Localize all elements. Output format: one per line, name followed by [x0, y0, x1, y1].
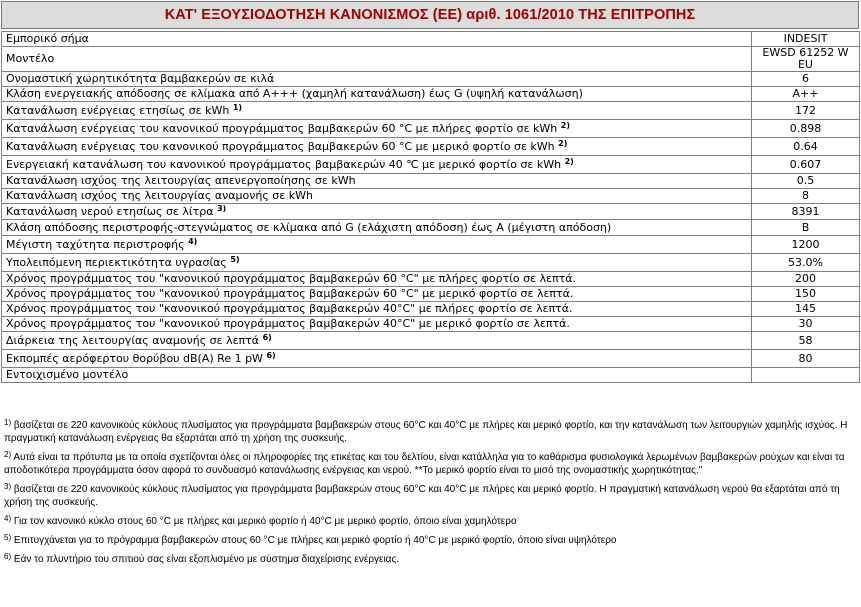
- footnote: [4, 483, 854, 509]
- datasheet: [1, 1, 859, 383]
- footnote-text: Επιτυγχάνεται για το πρόγραμμα βαμβακερών στους 60 °C με πλήρες και μερικό φορτίο ή 40°C με μερικό φορτίο, όποιο είναι υψηλότερο: [13, 535, 617, 546]
- row-label-text: Κατανάλωση ενέργειας ετησίως σε kWh: [6, 103, 230, 117]
- row-value: 0.898: [752, 120, 860, 138]
- row-label: [2, 32, 752, 47]
- row-value: INDESIT: [752, 32, 860, 47]
- table-row: [2, 189, 860, 204]
- spec-table-body: [2, 32, 860, 383]
- row-value: 172: [752, 102, 860, 120]
- footnote-ref: 6): [262, 332, 272, 342]
- row-label: [2, 287, 752, 302]
- footnote-number: 3): [4, 482, 12, 491]
- table-row: [2, 302, 860, 317]
- row-value: 200: [752, 272, 860, 287]
- table-row: [2, 350, 860, 368]
- row-label: [2, 47, 752, 72]
- footnote: [4, 553, 854, 566]
- footnotes: [4, 419, 854, 572]
- table-row: [2, 236, 860, 254]
- row-label-text: Κατανάλωση νερού ετησίως σε λίτρα: [6, 204, 214, 218]
- row-value: 0.607: [752, 156, 860, 174]
- row-label: [2, 87, 752, 102]
- row-label-text: Χρόνος προγράμματος του "κανονικού προγράμματος βαμβακερών 60 °C" με μερικό φορτίο σε λεπτά.: [6, 287, 574, 300]
- footnote-text: Για τον κανονικό κύκλο στους 60 °C με πλήρες και μερικό φορτίο ή 40°C με μερικό φορτίο, όποιο είναι χαμηλότερο: [13, 516, 517, 527]
- table-row: [2, 272, 860, 287]
- row-value: 0.5: [752, 174, 860, 189]
- table-row: [2, 47, 860, 72]
- row-label: [2, 156, 752, 174]
- row-value: 8391: [752, 204, 860, 220]
- footnote-ref: 6): [266, 350, 276, 360]
- table-row: [2, 332, 860, 350]
- footnote-text: Εάν το πλυντήριο του σπιτιού σας είναι εξοπλισμένο με σύστημα διαχείρισης ενέργειας.: [13, 554, 400, 565]
- row-value: EWSD 61252 W EU: [752, 47, 860, 72]
- row-value: 145: [752, 302, 860, 317]
- spec-table: [1, 31, 860, 383]
- row-label: [2, 350, 752, 368]
- row-label: [2, 236, 752, 254]
- row-label: [2, 254, 752, 272]
- table-row: [2, 32, 860, 47]
- row-label-text: Κλάση απόδοσης περιστροφής-στεγνώματος σε κλίμακα από G (ελάχιστη απόδοση) έως A (μέγιστη απόδοση): [6, 220, 612, 234]
- row-label-text: Χρόνος προγράμματος του "κανονικού προγράμματος βαμβακερών 40°C" με πλήρες φορτίο σε λεπτά.: [6, 302, 573, 315]
- footnote: [4, 534, 854, 547]
- footnote: [4, 419, 854, 445]
- footnote-number: 2): [4, 450, 12, 459]
- table-row: [2, 174, 860, 189]
- footnote-text: βασίζεται σε 220 κανονικούς κύκλους πλυσίματος για προγράμματα βαμβακερών στους 60°C και 40°C με πλήρες και μερικό φορτίο. Η πραγματική κατανάλωση νερού θα εξαρτάται από τη χρήση της συσκευής.: [4, 484, 840, 508]
- row-label: [2, 220, 752, 236]
- row-label-text: Εκπομπές αερόφερτου θορύβου dB(A) Re 1 pW: [6, 351, 263, 365]
- table-row: [2, 72, 860, 87]
- row-value: 150: [752, 287, 860, 302]
- footnote-text: Αυτά είναι τα πρότυπα με τα οποία σχετίζονται όλες οι πληροφορίες της ετικέτας και του δελτίου, είναι κατάλληλα για το καθάρισμα φυσιολογικά λερωμένων βαμβακερών ρούχων και είναι τα αποδοτικότερα προγράμματα όσον αφορά το συνδυασμό κατανάλωσης ενέργειας και νερού. **Το μερικό φορτίο είναι το μισό της ονομαστικής χωρητικότητας.": [4, 452, 845, 476]
- footnote-ref: 2): [560, 120, 570, 130]
- footnote-ref: 2): [558, 138, 568, 148]
- row-value: 53.0%: [752, 254, 860, 272]
- row-label-text: Χρόνος προγράμματος του "κανονικού προγράμματος βαμβακερών 60 °C" με πλήρες φορτίο σε λεπτά.: [6, 272, 577, 285]
- footnote-ref: 2): [564, 156, 574, 166]
- table-row: [2, 317, 860, 332]
- row-label-text: Κατανάλωση ισχύος της λειτουργίας απενεργοποίησης σε kWh: [6, 174, 356, 187]
- table-row: [2, 138, 860, 156]
- row-label: [2, 138, 752, 156]
- row-label-text: Κλάση ενεργειακής απόδοσης σε κλίμακα από A+++ (χαμηλή κατανάλωση) έως G (υψηλή κατανάλωση): [6, 87, 583, 100]
- row-value: 1200: [752, 236, 860, 254]
- row-value: [752, 368, 860, 383]
- row-value: A++: [752, 87, 860, 102]
- table-row: [2, 287, 860, 302]
- table-row: [2, 102, 860, 120]
- footnote-ref: 3): [216, 203, 227, 213]
- row-value: 80: [752, 350, 860, 368]
- table-row: [2, 254, 860, 272]
- row-label: [2, 204, 752, 220]
- row-label: [2, 302, 752, 317]
- row-label-text: Ενεργειακή κατανάλωση του κανονικού προγράμματος βαμβακερών 40 ℃ με μερικό φορτίο σε kWh: [6, 157, 562, 171]
- row-label-text: Κατανάλωση ενέργειας του κανονικού προγράμματος βαμβακερών 60 °C με μερικό φορτίο σε kWh: [6, 139, 555, 153]
- footnote-number: 1): [4, 418, 12, 427]
- row-label-text: Χρόνος προγράμματος του "κανονικού προγράμματος βαμβακερών 40°C" με μερικό φορτίο σε λεπτά.: [6, 317, 570, 330]
- row-label: [2, 332, 752, 350]
- row-value: 8: [752, 189, 860, 204]
- row-label-text: Διάρκεια της λειτουργίας αναμονής σε λεπτά: [6, 333, 260, 347]
- row-label: [2, 317, 752, 332]
- table-row: [2, 156, 860, 174]
- row-label-text: Εμπορικό σήμα: [6, 32, 89, 45]
- row-label-text: Εντοιχισμένο μοντέλο: [6, 368, 129, 381]
- page-title: ΚΑΤ' ΕΞΟΥΣΙΟΔΟΤΗΣΗ ΚΑΝΟΝΙΣΜΟΣ (ΕΕ) αριθ. 1061/2010 ΤΗΣ ΕΠΙΤΡΟΠΗΣ: [1, 1, 859, 29]
- footnote: [4, 451, 854, 477]
- footnote-ref: 5): [230, 254, 240, 264]
- row-label-text: Μέγιστη ταχύτητα περιστροφής: [6, 237, 185, 251]
- table-row: [2, 220, 860, 236]
- footnote: [4, 515, 854, 528]
- footnote-number: 4): [4, 514, 12, 523]
- row-label-text: Ονομαστική χωρητικότητα βαμβακερών σε κιλά: [6, 72, 275, 85]
- row-label: [2, 174, 752, 189]
- footnote-number: 6): [4, 552, 12, 561]
- row-label: [2, 120, 752, 138]
- row-value: 0.64: [752, 138, 860, 156]
- row-label-text: Μοντέλο: [6, 52, 55, 65]
- row-value: 6: [752, 72, 860, 87]
- row-label-text: Κατανάλωση ενέργειας του κανονικού προγράμματος βαμβακερών 60 °C με πλήρες φορτίο σε kWh: [6, 121, 558, 135]
- row-value: 30: [752, 317, 860, 332]
- row-label: [2, 272, 752, 287]
- footnote-text: βασίζεται σε 220 κανονικούς κύκλους πλυσίματος για προγράμματα βαμβακερών στους 60°C και 40°C με πλήρες και μερικό φορτίο, και την κατανάλωση των λειτουργιών χαμηλής ισχύος. Η πραγματική κατανάλωση ενέργειας θα εξαρτάται από τη χρήση της συσκευής.: [4, 420, 848, 444]
- table-row: [2, 120, 860, 138]
- row-label: [2, 189, 752, 204]
- footnote-ref: 1): [232, 102, 243, 112]
- row-label: [2, 102, 752, 120]
- row-label-text: Υπολειπόμενη περιεκτικότητα υγρασίας: [6, 255, 227, 269]
- row-label: [2, 72, 752, 87]
- row-value: 58: [752, 332, 860, 350]
- table-row: [2, 87, 860, 102]
- row-label-text: Κατανάλωση ισχύος της λειτουργίας αναμονής σε kWh: [6, 189, 313, 202]
- table-row: [2, 204, 860, 220]
- row-value: B: [752, 220, 860, 236]
- footnote-ref: 4): [188, 236, 198, 246]
- table-row: [2, 368, 860, 383]
- footnote-number: 5): [4, 533, 12, 542]
- row-label: [2, 368, 752, 383]
